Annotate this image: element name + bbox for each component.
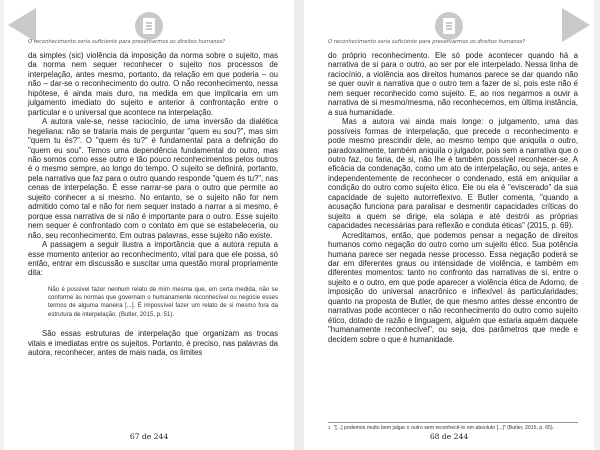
page-number: 68 de 244 <box>429 432 469 441</box>
paragraph: A autora vale-se, nesse raciocínio, de uma inversão da dialética hegeliana: não se trataria mais de perguntar "quem eu sou?", mas sim "quem tu és?". O "quem és tu?" é fundamental para a definição do "quem eu sou". Temos uma dependência fundamental do outro, mas não somos como esse outro e tão pouco reconhecimentos pelos outros é o mesmo sempre, ao longo do tempo. O sujeito se definirá, portanto, pela narrativa que faz para o outro quando responde "quem és tu?", nas cenas de interpelação. É esse narrar-se para o outro que permite ao sujeito conhecer a si mesmo. No entanto, se o sujeito não for nem admitido como tal e não for nem sequer instado a narrar a si mesmo, é porque essa narrativa de si não é importante para o outro. Esse sujeito nem sequer é confrontado com o contato em que se estabeleceria, ou não, seu reconhecimento. Em outras palavras, esse sujeito não existe. <box>28 117 278 240</box>
document-menu-icon[interactable] <box>435 12 463 40</box>
page-gutter <box>294 0 304 450</box>
paragraph: da simples (sic) violência da imposição da norma sobre o sujeito, mas da norma nem sequer reconhecer o sujeito nos processos de interpelação, antes mesmo, portanto, da relação em que poderia – ou não – dar-se o reconhecimento do outro. O não reconhecimento, nessa hipótese, é ainda mais duro, na medida em que implicaria em um julgamento imediato do sujeito e anterior à confrontação entre o particular e o universal que acontece na interpelação. <box>28 51 278 117</box>
prev-page-arrow-icon[interactable] <box>8 8 36 42</box>
running-head: O reconhecimento seria suficiente para preservarmos os direitos humanos? <box>28 39 226 45</box>
left-page <box>4 0 294 450</box>
running-head: O reconhecimento seria suficiente para preservarmos os direitos humanos? <box>328 39 526 45</box>
page-number: 67 de 244 <box>129 432 169 441</box>
page-body <box>328 51 578 344</box>
right-page <box>304 0 594 450</box>
document-icon <box>143 18 155 34</box>
footnote-number: 1 <box>328 425 331 430</box>
footnote-text: "[...] podemos muito bem julgar o outro sem reconhecê-lo em absoluto [...]" (Butler, 2015, p. 65). <box>333 425 555 431</box>
footnote <box>328 422 578 432</box>
paragraph: do próprio reconhecimento. Ele só pode acontecer quando há a narrativa de si para o outro, ao ser por ele interpelado. Nessa linha de raciocínio, a violência aos direitos humanos parece se dar quando não se quer ouvir a narrativa que o outro tem a fazer de si, pois este não é nem sequer reconhecido como sujeito. E, ao nos negarmos a ouvir a narrativa de si mesmo/mesma, não reconhecemos, em última instância, a sua humanidade. <box>328 51 578 117</box>
paragraph: Mas a autora vai ainda mais longe: o julgamento, uma das possíveis formas de interpelação, que precede o reconhecimento e pode mesmo prescindir dele, ao mesmo tempo que aniquila o outro, paradoxalmente, também aniquila o julgador, pois sem a narrativa que o outro faz, ou faria, de si, não lhe é também possível reconhecer-se. A eficácia da condenação, como um ato de interpelação, ou seja, antes e independentemente de reconhecer o condenado, está em aniquilar a condição do outro como sujeito ético. Ele ou ela é "eviscerado" da sua capacidade de sujeito autorreflexivo. E Butler comenta, "quando a acusação funciona para paralisar e desmentir capacidades críticas do sujeito a quem se dirige, ela solapa e até destrói as próprias capacidades necessárias para reflexão e conduta éticas" (2015, p. 69). <box>328 117 578 231</box>
block-quote: Não é possível fazer nenhum relato de mim mesma que, em certa medida, não se conforme às normas que governam o humanamente reconhecível ou negocie esses termos de alguma maneira [...]. É impossível fazer um relato de si mesmo fora da estrutura de interpelação. (Butler, 2015, p. 51). <box>48 285 278 318</box>
paragraph: A passagem a seguir ilustra a importância que a autora reputa a esse momento anterior ao reconhecimento, vital para que ele possa, só então, entrar em discussão e suscitar uma questão moral propriamente dita: <box>28 240 278 278</box>
document-menu-icon[interactable] <box>135 12 163 40</box>
paragraph: São essas estruturas de interpelação que organizam as trocas vitais e imediatas entre os sujeitos. Portanto, é preciso, nas palavras da autora, reconhecer, antes de mais nada, os limites <box>28 329 278 357</box>
page-body <box>28 51 278 357</box>
paragraph: Acreditamos, então, que podemos pensar a negação de direitos humanos como negação do outro como um sujeito ético. Sua potência humana parece ser negada nesse processo. Essa negação poderá se dar em diferentes graus ou intensidade de violência, e também em diferentes momentos: tanto no confronto das narrativas de si, entre o sujeito e o outro, em que pode aparecer a violência ética de Adorno, de imposição do universal anacrônico e inflexível às particularidades; quanto na proposta de Butler, de que mesmo antes desse encontro de narrativas pode acontecer o não reconhecimento do outro como sujeito ético, dotado de razão e linguagem, alguém que estaria aquém daquele "humanamente reconhecível", ou seja, dos parâmetros que mede e decidem sobre o que é humanidade. <box>328 230 578 344</box>
next-page-arrow-icon[interactable] <box>562 8 590 42</box>
document-icon <box>443 18 455 34</box>
